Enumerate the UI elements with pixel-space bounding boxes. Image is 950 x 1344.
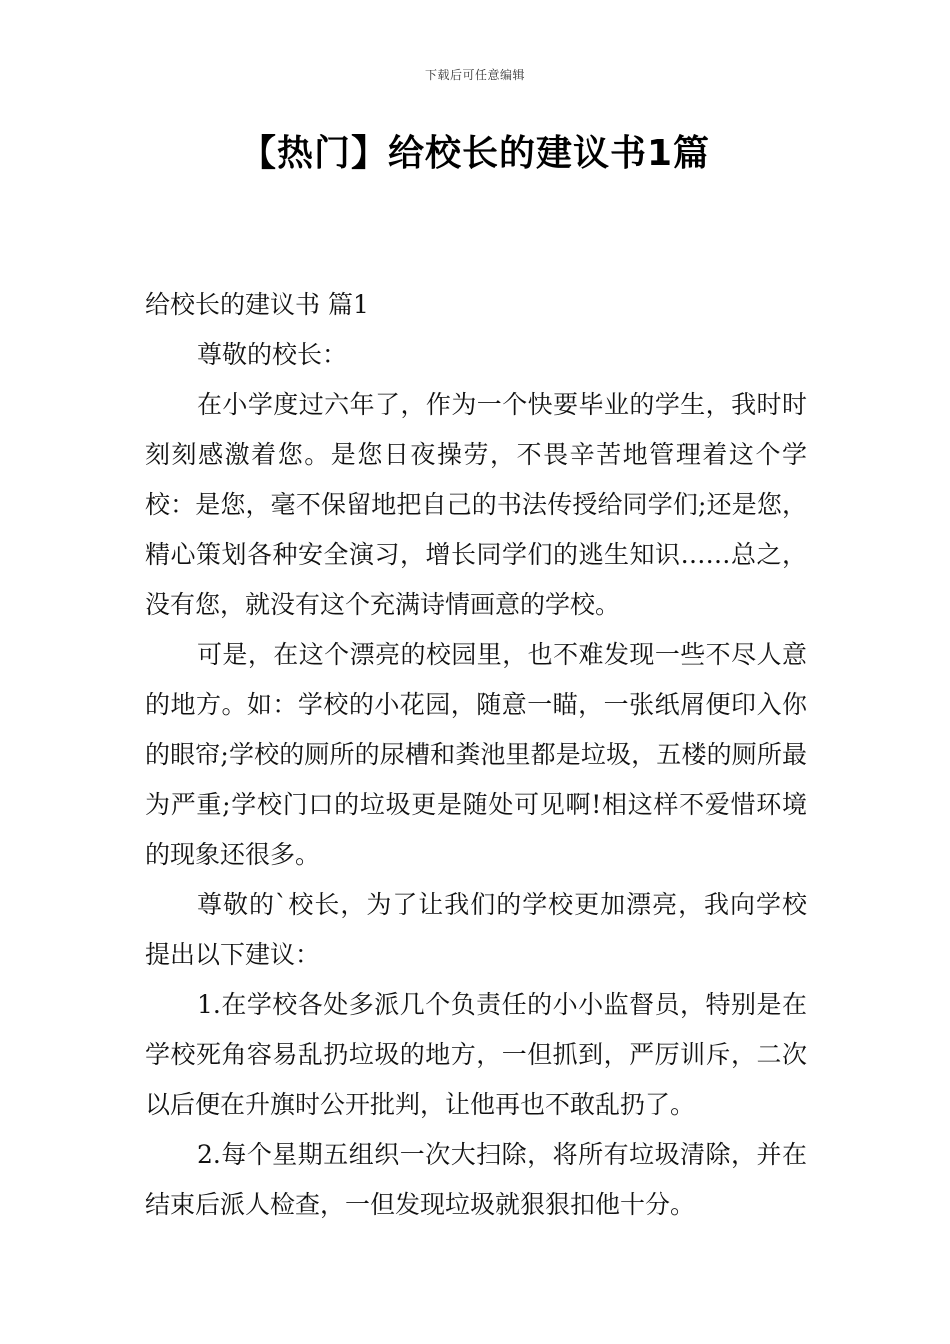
suggestion-item: 1.在学校各处多派几个负责任的小小监督员，特别是在学校死角容易乱扔垃圾的地方，一但抓到，严厉训斥，二次以后便在升旗时公开批判，让他再也不敢乱扔了。 [145, 990, 807, 1119]
header-note: 下载后可任意编辑 [424, 68, 525, 82]
document-title: 【热门】给校长的建议书1篇 [239, 133, 711, 174]
body-paragraph: 在小学度过六年了，作为一个快要毕业的学生，我时时刻刻感激着您。是您日夜操劳，不畏辛苦地管理着这个学校：是您，毫不保留地把自己的书法传授给同学们;还是您，精心策划各种安全演习，增长同学们的逃生知识……总之，没有您，就没有这个充满诗情画意的学校。 [145, 390, 807, 619]
salutation: 尊敬的校长： [197, 340, 348, 369]
suggestion-item: 2.每个星期五组织一次大扫除，将所有垃圾清除，并在结束后派人检查，一但发现垃圾就狠狠扣他十分。 [145, 1140, 807, 1219]
body-paragraph: 可是，在这个漂亮的校园里，也不难发现一些不尽人意的地方。如：学校的小花园，随意一瞄，一张纸屑便印入你的眼帘;学校的厕所的尿槽和粪池里都是垃圾，五楼的厕所最为严重;学校门口的垃圾更是随处可见啊!相这样不爱惜环境的现象还很多。 [145, 640, 807, 869]
document-body [145, 280, 807, 1230]
section-subheading: 给校长的建议书 篇1 [145, 290, 369, 319]
body-paragraph: 尊敬的`校长，为了让我们的学校更加漂亮，我向学校提出以下建议： [145, 890, 807, 969]
